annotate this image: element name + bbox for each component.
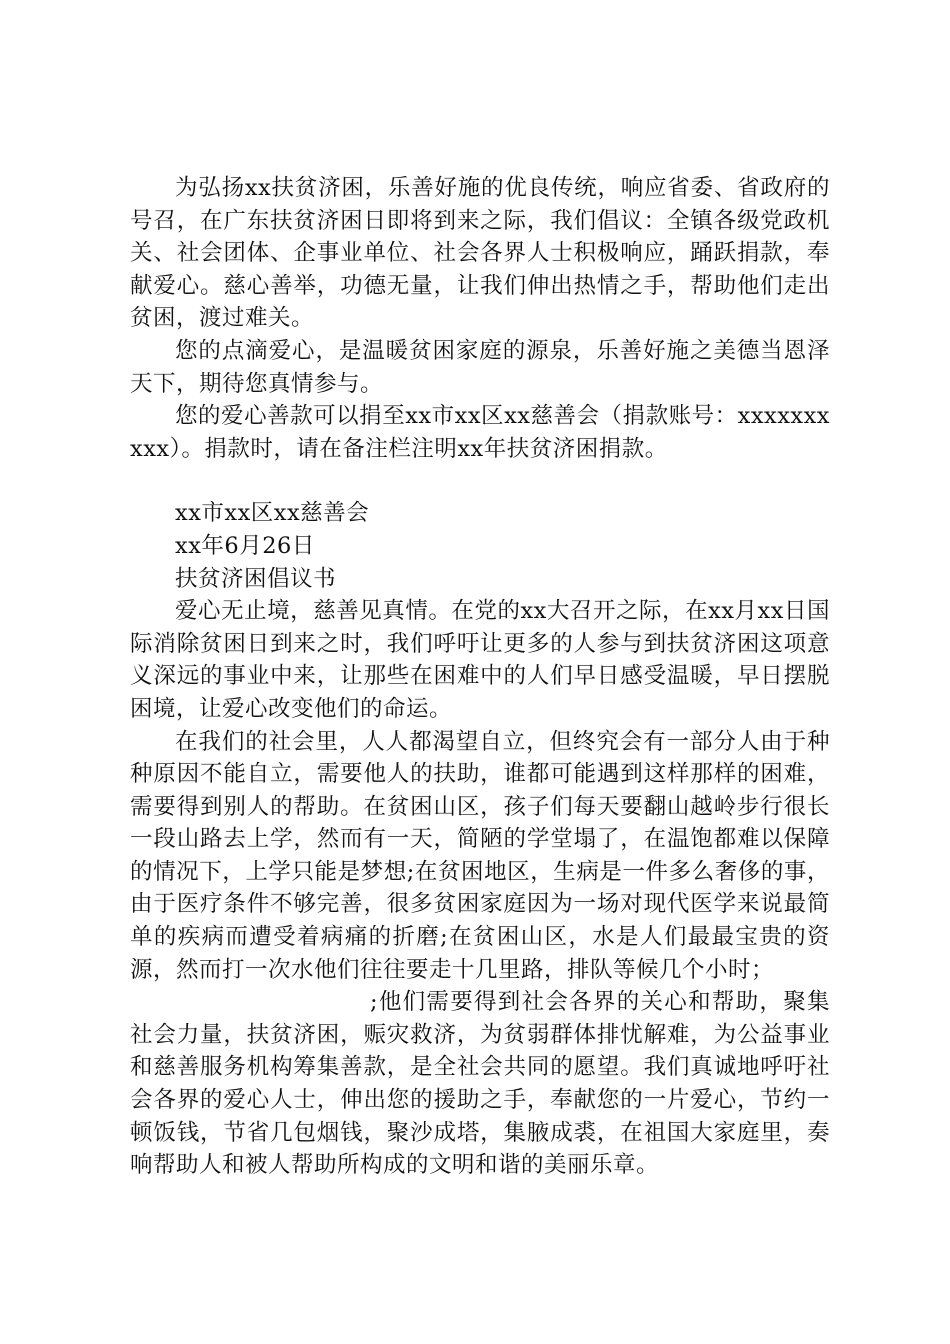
letter2-paragraph-3: ;他们需要得到社会各界的关心和帮助，聚集社会力量，扶贫济困，赈灾救济，为贫弱群体排忧解难，为公益事业和慈善服务机构筹集善款，是全社会共同的愿望。我们真诚地呼吁社会各界的爱心人士，伸出您的援助之手，奉献您的一片爱心，节约一顿饭钱，节省几包烟钱，聚沙成塔，集腋成裘，在祖国大家庭里，奏响帮助人和被人帮助所构成的文明和谐的美丽乐章。: [130, 989, 830, 1179]
letter2-paragraph-1: 爱心无止境，慈善见真情。在党的xx大召开之际，在xx月xx日国际消除贫困日到来之时，我们呼吁让更多的人参与到扶贫济困这项意义深远的事业中来，让那些在困难中的人们早日感受温暖，早日摆脱困境，让爱心改变他们的命运。: [130, 598, 830, 722]
letter1-paragraph-2: 您的点滴爱心，是温暖贫困家庭的源泉，乐善好施之美德当恩泽天下，期待您真情参与。: [130, 337, 830, 397]
letter2-paragraph-2: 在我们的社会里，人人都渴望自立，但终究会有一部分人由于种种原因不能自立，需要他人的扶助，谁都可能遇到这样那样的困难，需要得到别人的帮助。在贫困山区，孩子们每天要翻山越岭步行很长一段山路去上学，然而有一天，简陋的学堂塌了，在温饱都难以保障的情况下，上学只能是梦想;在贫困地区，生病是一件多么奢侈的事，由于医疗条件不够完善，很多贫困家庭因为一场对现代医学来说最简单的疾病而遭受着病痛的折磨;在贫困山区，水是人们最最宝贵的资源，然而打一次水他们往往要走十几里路，排队等候几个小时；: [130, 728, 830, 983]
blank-line: [130, 465, 830, 497]
letter2-title: 扶贫济困倡议书: [175, 565, 337, 592]
signature-date: xx年6月26日: [175, 532, 315, 559]
signature-organization: xx市xx区xx慈善会: [175, 500, 370, 527]
document-page: [130, 172, 830, 1182]
letter1-paragraph-1: 为弘扬xx扶贫济困，乐善好施的优良传统，响应省委、省政府的号召，在广东扶贫济困日即将到来之际，我们倡议：全镇各级党政机关、社会团体、企事业单位、社会各界人士积极响应，踊跃捐款，奉献爱心。慈心善举，功德无量，让我们伸出热情之手，帮助他们走出贫困，渡过难关。: [130, 175, 830, 332]
letter1-paragraph-3: 您的爱心善款可以捐至xx市xx区xx慈善会（捐款账号：xxxxxxxxxx）。捐款时，请在备注栏注明xx年扶贫济困捐款。: [130, 403, 830, 462]
